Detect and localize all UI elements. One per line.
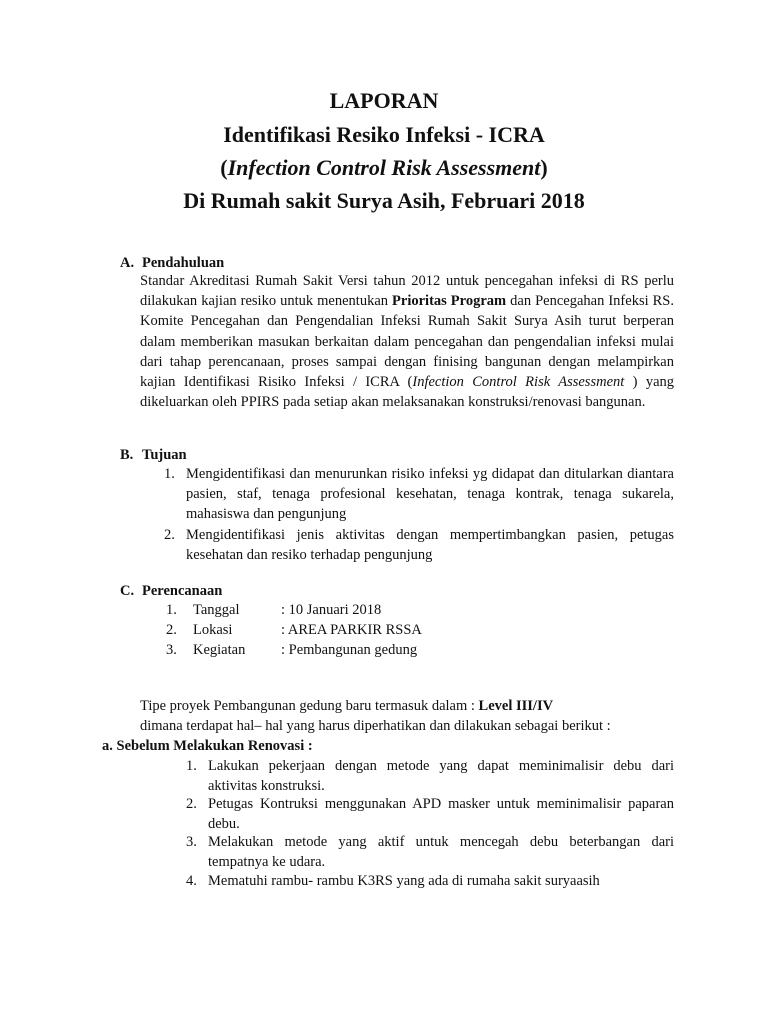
list-item-number: 1. [186,758,197,774]
list-item-text: Lakukan pekerjaan dengan metode yang dapat meminimalisir debu dari aktivitas konstruksi. [208,758,674,795]
list-item-text: Mengidentifikasi dan menurunkan risiko infeksi yg didapat dan ditularkan diantara pasien, staf, tenaga profesional kesehatan, tenaga kontrak, tenaga sukarela, mahasiswa dan pengunjung [186,466,674,523]
plan-row-value: : Pembangunan gedung [281,642,418,658]
list-item-text: Melakukan metode yang aktif untuk mencegah debu beterbangan dari tempatnya ke udara. [208,834,674,871]
list-item-text: Mematuhi rambu- rambu K3RS yang ada di rumaha sakit suryaasih [208,873,600,889]
section-b-letter: B. [120,447,134,463]
plan-row-label: Kegiatan [193,642,246,658]
before-renovation-heading: a. Sebelum Melakukan Renovasi : [102,738,313,754]
section-c-heading [120,581,222,601]
section-a-text-3: ) yang dikeluarkan oleh PPIRS pada setiap akan melaksanakan konstruksi/renovasi bangunan. [140,374,675,411]
project-intro-line: dimana terdapat hal– hal yang harus diperhatikan dan dilakukan sebagai berikut : [140,718,611,734]
report-location-date: Di Rumah sakit Surya Asih, Februari 2018 [183,188,585,213]
plan-row-number: 3. [166,642,177,658]
plan-row-number: 2. [166,622,177,638]
project-type-line [140,696,553,716]
list-item-number: 2. [164,527,175,543]
section-a-text-1: Standar Akreditasi Rumah Sakit Versi tahun 2012 untuk pencegahan infeksi di RS perlu dilakukan kajian resiko untuk menentukan [140,273,674,310]
section-c-letter: C. [120,583,135,599]
plan-row-value: : 10 Januari 2018 [281,602,382,618]
plan-row-value: : AREA PARKIR RSSA [281,622,422,638]
english-term: Infection Control Risk Assessment [227,155,541,180]
section-a-paragraph [140,271,674,412]
section-a-text-2: dan Pencegahan Infeksi RS. Komite Pencegahan dan Pengendalian Infeksi Rumah Sakit Surya Asih turut berperan dalam memberikan masukan berkaitan dalam pencegahan dan pengendalian infeksi mulai dari tahap perencanaan, proses sampai dengan finising bangunan dengan melampirkan kajian Identifikasi Risiko Infeksi / ICRA ( [140,293,674,391]
report-subtitle-english [0,155,768,181]
project-level: Level III/IV [478,698,554,714]
section-a-bold-term: Prioritas Program [392,293,507,310]
section-a-letter: A. [120,255,135,271]
plan-row-number: 1. [166,602,177,618]
section-c-title: Perencanaan [142,583,223,599]
list-item-number: 4. [186,873,197,889]
list-item-number: 2. [186,796,197,812]
paren-open: ( [220,155,228,180]
section-b-title: Tujuan [142,447,187,463]
list-item-number: 1. [164,466,175,482]
plan-row-label: Tanggal [193,602,240,618]
paren-close: ) [540,155,548,180]
plan-row-label: Lokasi [193,622,233,638]
section-a-italic-term: Infection Control Risk Assessment [412,374,625,391]
section-b-heading [120,445,187,465]
list-item-number: 3. [186,834,197,850]
list-item-text: Petugas Kontruksi menggunakan APD masker untuk meminimalisir paparan debu. [208,796,674,833]
report-title: LAPORAN [329,88,439,113]
section-a-title: Pendahuluan [142,255,225,271]
list-item-text: Mengidentifikasi jenis aktivitas dengan mempertimbangkan pasien, petugas kesehatan dan resiko terhadap pengunjung [186,527,674,564]
report-subtitle: Identifikasi Resiko Infeksi - ICRA [223,122,545,147]
project-type-text: Tipe proyek Pembangunan gedung baru termasuk dalam : [140,698,479,714]
section-a-heading [120,253,224,273]
